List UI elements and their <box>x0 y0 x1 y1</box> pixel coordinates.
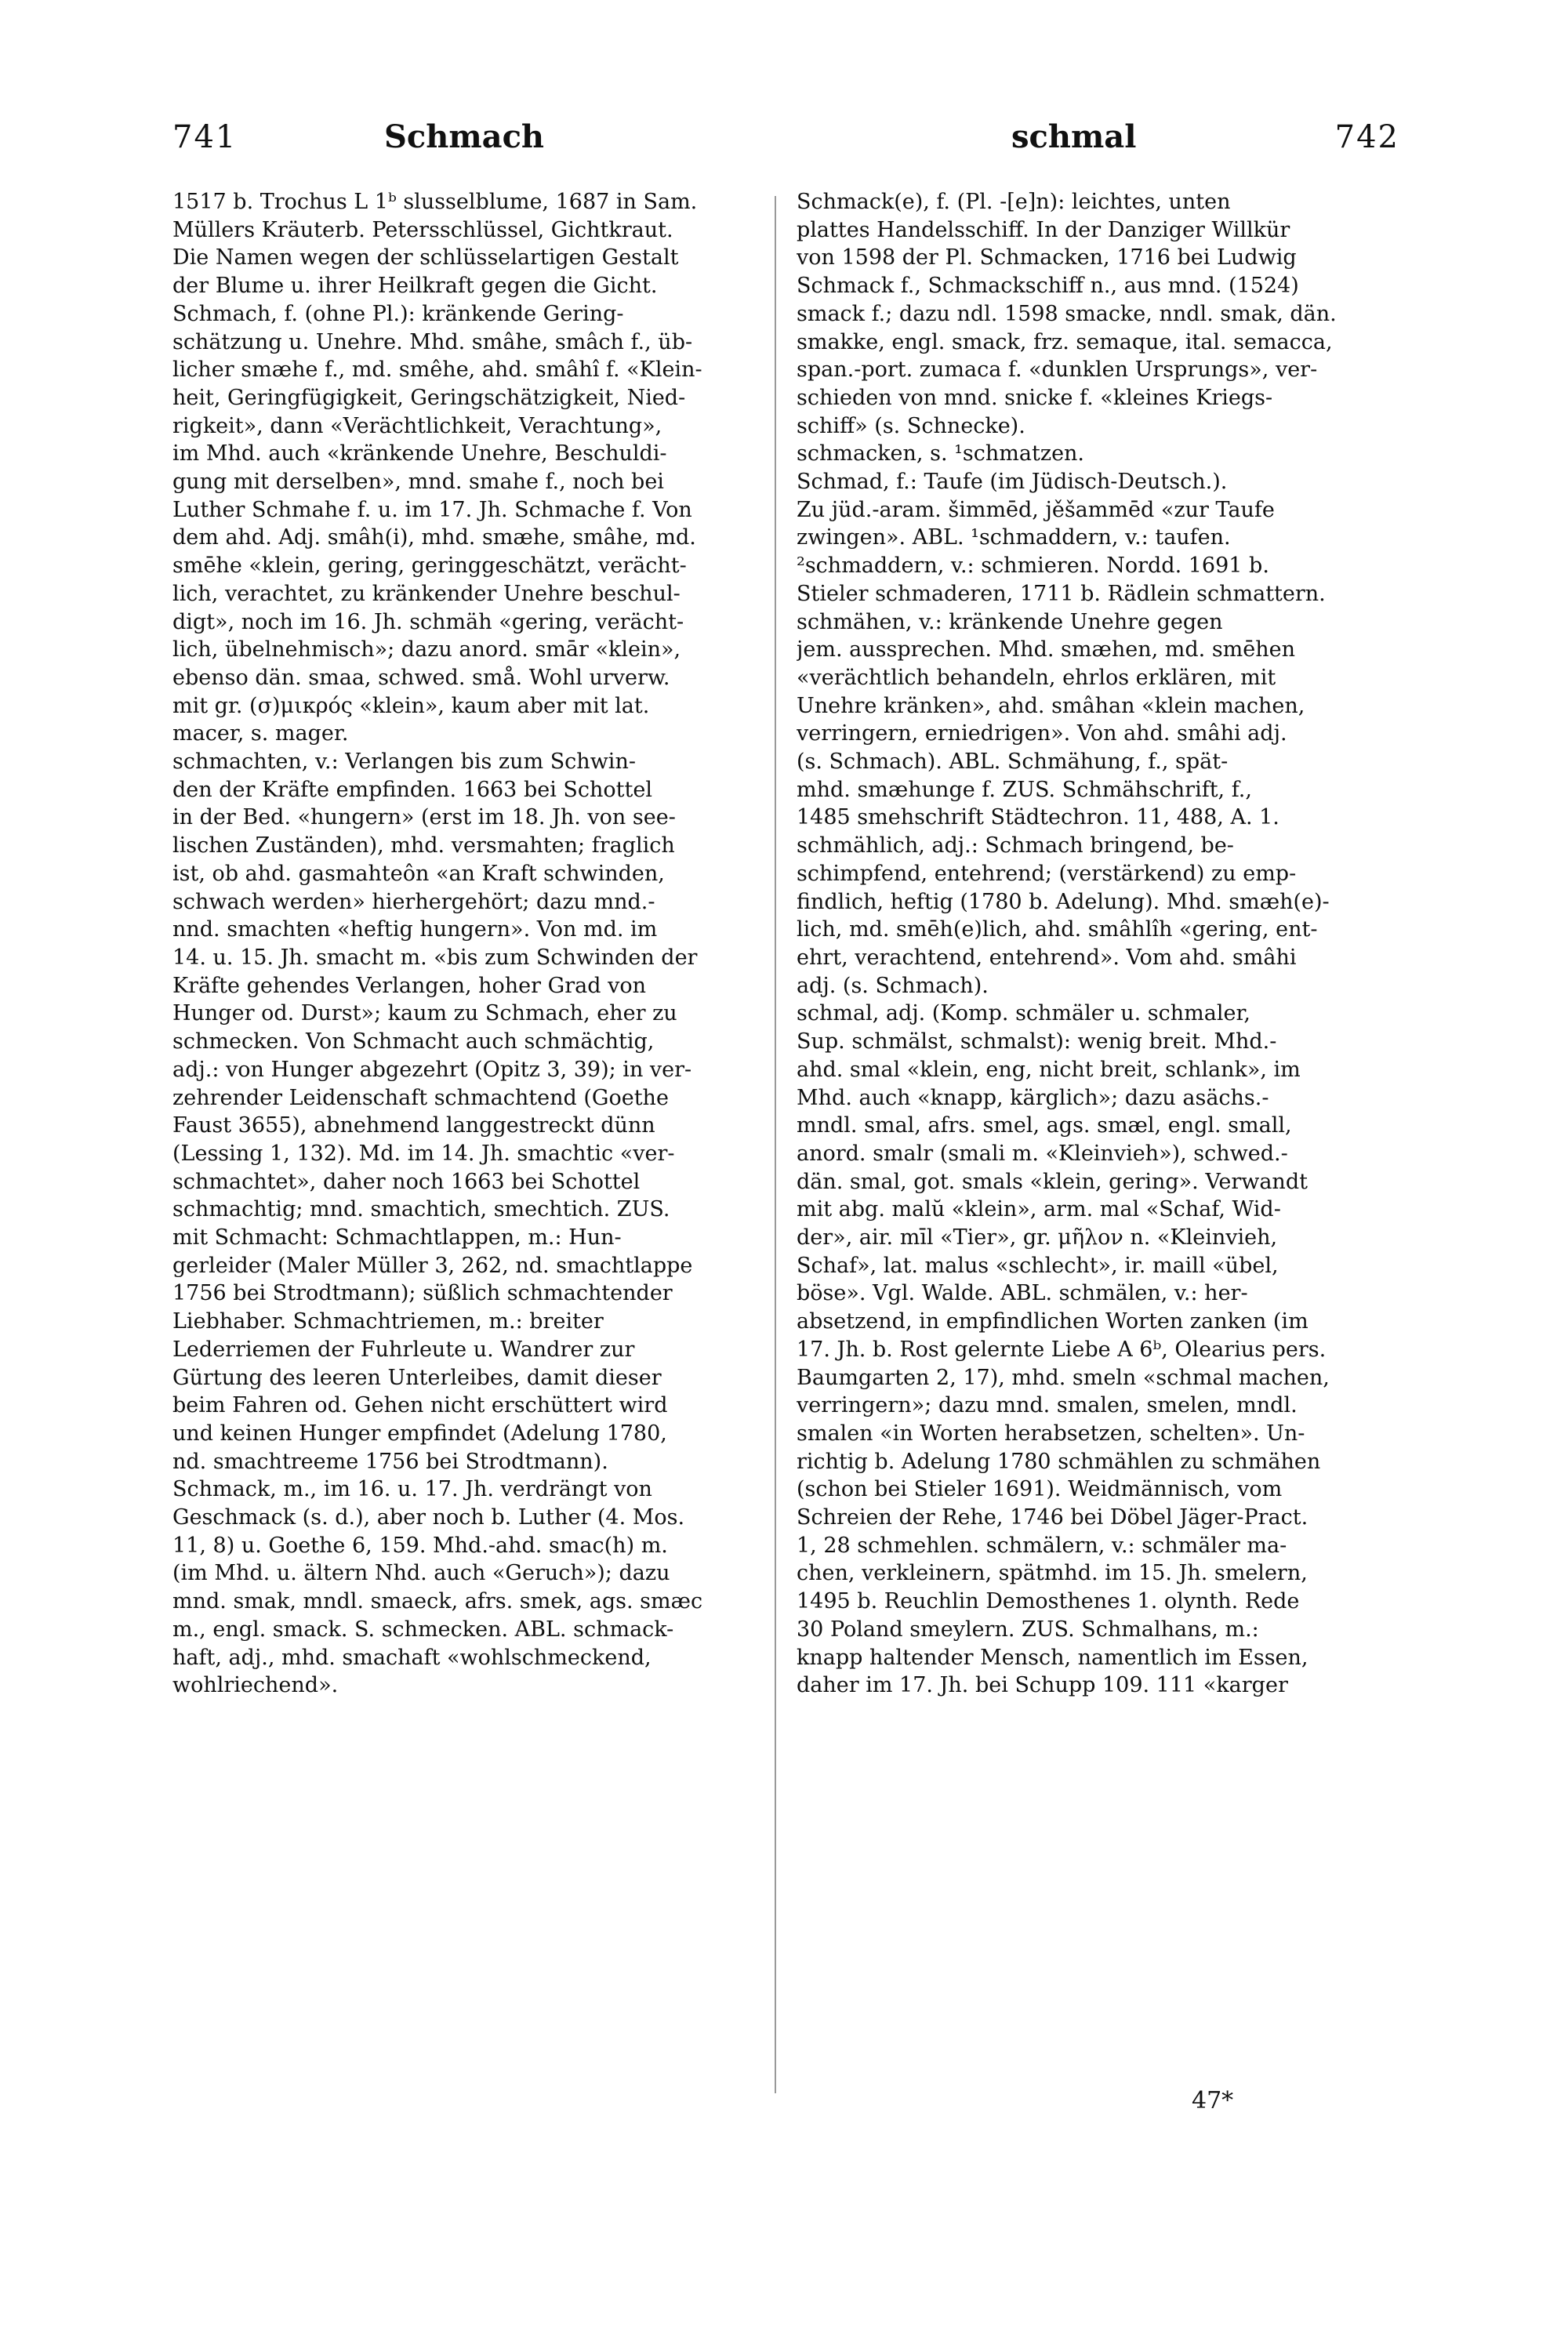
column-divider <box>775 196 776 2093</box>
text-line: ²schmaddern, v.: schmieren. Nordd. 1691 b. <box>797 554 1269 579</box>
text-line: Schmack f., Schmackschiff n., aus mnd. (1524) <box>797 274 1299 299</box>
text-line: 1517 b. Trochus L 1ᵇ slusselblume, 1687 in Sam. <box>172 190 698 214</box>
text-line: findlich, heftig (1780 b. Adelung). Mhd. smæh(e)- <box>797 889 1330 914</box>
text-line: absetzend, in empfindlichen Worten zanken (im <box>797 1309 1308 1334</box>
text-line: heit, Geringfügigkeit, Geringschätzigkeit, Nied- <box>172 385 686 410</box>
text-line: Schaf», lat. malus «schlecht», ir. maill «übel, <box>797 1253 1279 1278</box>
text-line: schieden von mnd. snicke f. «kleines Kriegs- <box>797 385 1273 410</box>
text-line: gerleider (Maler Müller 3, 262, nd. smachtlappe <box>172 1253 693 1278</box>
text-line: smalen «in Worten herabsetzen, schelten». Un- <box>797 1421 1305 1446</box>
text-line: lich, md. smēh(e)lich, ahd. smâhlîh «gering, ent- <box>797 917 1318 942</box>
text-line: digt», noch im 16. Jh. schmäh «gering, verächt- <box>172 609 684 634</box>
text-line: mit abg. malŭ «klein», arm. mal «Schaf, Wid- <box>797 1197 1281 1222</box>
text-line: zwingen». ABL. ¹schmaddern, v.: taufen. <box>797 525 1231 550</box>
text-line: Unehre kränken», ahd. smâhan «klein machen, <box>797 693 1305 718</box>
text-line: Schmach, f. (ohne Pl.): kränkende Gering- <box>172 301 624 326</box>
page-number-left: 741 <box>172 119 238 155</box>
text-line: adj. (s. Schmach). <box>797 973 989 998</box>
text-line: schimpfend, entehrend; (verstärkend) zu emp- <box>797 861 1297 886</box>
text-line: Baumgarten 2, 17), mhd. smeln «schmal machen, <box>797 1365 1330 1390</box>
text-line: schwach werden» hierhergehört; dazu mnd.- <box>172 889 655 914</box>
text-line: «verächtlich behandeln, ehrlos erklären, mit <box>797 665 1276 690</box>
text-line: ebenso dän. smaa, schwed. små. Wohl urverw. <box>172 665 670 690</box>
text-line: 1485 smehschrift Städtechron. 11, 488, A. 1. <box>797 805 1279 830</box>
text-line: schätzung u. Unehre. Mhd. smâhe, smâch f., üb- <box>172 329 693 354</box>
text-line: smack f.; dazu ndl. 1598 smacke, nndl. smak, dän. <box>797 301 1337 326</box>
text-line: (s. Schmach). ABL. Schmähung, f., spät- <box>797 750 1229 775</box>
text-line: schmachtet», daher noch 1663 bei Schottel <box>172 1169 641 1194</box>
text-line: der Blume u. ihrer Heilkraft gegen die Gicht. <box>172 274 658 299</box>
text-line: Luther Schmahe f. u. im 17. Jh. Schmache f. Von <box>172 497 692 522</box>
text-line: Stieler schmaderen, 1711 b. Rädlein schmattern. <box>797 581 1326 606</box>
text-line: Faust 3655), abnehmend langgestreckt dünn <box>172 1113 655 1138</box>
text-line: verringern»; dazu mnd. smalen, smelen, mndl. <box>797 1393 1298 1418</box>
text-line: 1495 b. Reuchlin Demosthenes 1. olynth. Rede <box>797 1589 1300 1614</box>
text-line: chen, verkleinern, spätmhd. im 15. Jh. smelern, <box>797 1561 1308 1586</box>
text-line: wohlriechend». <box>172 1673 339 1698</box>
text-line: Lederriemen der Fuhrleute u. Wandrer zur <box>172 1337 635 1362</box>
text-line: richtig b. Adelung 1780 schmählen zu schmähen <box>797 1449 1321 1474</box>
text-line: ehrt, verachtend, entehrend». Vom ahd. smâhi <box>797 945 1297 970</box>
text-line: 17. Jh. b. Rost gelernte Liebe A 6ᵇ, Olearius pers. <box>797 1337 1327 1362</box>
text-line: Die Namen wegen der schlüsselartigen Gestalt <box>172 245 679 270</box>
text-line: Mhd. auch «knapp, kärglich»; dazu asächs.- <box>797 1085 1269 1110</box>
text-line: ahd. smal «klein, eng, nicht breit, schlank», im <box>797 1057 1301 1082</box>
text-line: licher smæhe f., md. smêhe, ahd. smâhî f. «Klein- <box>172 358 702 383</box>
text-line: Kräfte gehendes Verlangen, hoher Grad von <box>172 973 646 998</box>
text-line: gung mit derselben», mnd. smahe f., noch bei <box>172 470 664 495</box>
text-line: lischen Zuständen), mhd. versmahten; fraglich <box>172 833 675 858</box>
signature-mark: 47* <box>1192 2087 1234 2114</box>
text-line: jem. aussprechen. Mhd. smæhen, md. smēhen <box>797 637 1296 662</box>
text-line: mnd. smak, mndl. smaeck, afrs. smek, ags. smæc <box>172 1589 703 1614</box>
text-line: anord. smalr (smali m. «Kleinvieh»), schwed.- <box>797 1141 1288 1166</box>
text-line: Müllers Kräuterb. Petersschlüssel, Gichtkraut. <box>172 217 673 242</box>
text-line: 30 Poland smeylern. ZUS. Schmalhans, m.: <box>797 1617 1259 1642</box>
text-line: ist, ob ahd. gasmahteôn «an Kraft schwinden, <box>172 861 665 886</box>
text-line: daher im 17. Jh. bei Schupp 109. 111 «karger <box>797 1673 1288 1698</box>
text-line: schmal, adj. (Komp. schmäler u. schmaler, <box>797 1001 1250 1026</box>
text-line: verringern, erniedrigen». Von ahd. smâhi adj. <box>797 721 1287 746</box>
text-line: Zu jüd.-aram. šimmēd, jěšammēd «zur Taufe <box>797 497 1275 522</box>
text-line: (im Mhd. u. ältern Nhd. auch «Geruch»); dazu <box>172 1561 670 1586</box>
running-headword-left: Schmach <box>384 118 545 155</box>
text-line: beim Fahren od. Gehen nicht erschüttert wird <box>172 1393 668 1418</box>
text-line: böse». Vgl. Walde. ABL. schmälen, v.: her- <box>797 1281 1248 1306</box>
text-line: 1, 28 schmehlen. schmälern, v.: schmäler ma- <box>797 1533 1287 1558</box>
text-line: schmählich, adj.: Schmach bringend, be- <box>797 833 1234 858</box>
text-line: 14. u. 15. Jh. smacht m. «bis zum Schwinden der <box>172 945 698 970</box>
text-line: von 1598 der Pl. Schmacken, 1716 bei Ludwig <box>797 245 1297 270</box>
text-line: mhd. smæhunge f. ZUS. Schmähschrift, f., <box>797 777 1252 802</box>
text-line: nnd. smachten «heftig hungern». Von md. im <box>172 917 658 942</box>
page-number-right: 742 <box>1334 119 1399 155</box>
text-line: Gürtung des leeren Unterleibes, damit dieser <box>172 1365 662 1390</box>
text-line: adj.: von Hunger abgezehrt (Opitz 3, 39); in ver- <box>172 1057 692 1082</box>
text-line: Sup. schmälst, schmalst): wenig breit. Mhd.- <box>797 1029 1277 1054</box>
text-line: m., engl. smack. S. schmecken. ABL. schmack- <box>172 1617 674 1642</box>
text-line: schiff» (s. Schnecke). <box>797 413 1025 438</box>
right-column <box>797 188 1408 1700</box>
running-headword-right: schmal <box>1011 118 1137 155</box>
text-line: schmähen, v.: kränkende Unehre gegen <box>797 609 1223 634</box>
text-line: (schon bei Stieler 1691). Weidmännisch, vom <box>797 1477 1283 1502</box>
text-line: im Mhd. auch «kränkende Unehre, Beschuldi- <box>172 441 667 466</box>
page-header <box>157 118 1411 165</box>
text-line: mit Schmacht: Schmachtlappen, m.: Hun- <box>172 1225 622 1250</box>
text-line: der», air. mīl «Tier», gr. μῆλον n. «Kleinvieh, <box>797 1225 1278 1250</box>
text-line: mndl. smal, afrs. smel, ags. smæl, engl. small, <box>797 1113 1292 1138</box>
text-line: schmacken, s. ¹schmatzen. <box>797 441 1085 466</box>
text-line: lich, übelnehmisch»; dazu anord. smār «klein», <box>172 637 681 662</box>
text-line: schmecken. Von Schmacht auch schmächtig, <box>172 1029 655 1054</box>
text-line: mit gr. (σ)μικρός «klein», kaum aber mit lat. <box>172 693 650 718</box>
text-line: span.-port. zumaca f. «dunklen Ursprungs», ver- <box>797 358 1318 383</box>
text-line: Schmack(e), f. (Pl. -[e]n): leichtes, unten <box>797 190 1231 214</box>
text-line: in der Bed. «hungern» (erst im 18. Jh. von see- <box>172 805 676 830</box>
text-line: 11, 8) u. Goethe 6, 159. Mhd.-ahd. smac(h) m. <box>172 1533 668 1558</box>
text-line: schmachtig; mnd. smachtich, smechtich. ZUS. <box>172 1197 670 1222</box>
text-line: smēhe «klein, gering, geringgeschätzt, verächt- <box>172 554 687 579</box>
text-line: schmachten, v.: Verlangen bis zum Schwin- <box>172 750 636 775</box>
text-line: zehrender Leidenschaft schmachtend (Goethe <box>172 1085 669 1110</box>
text-line: rigkeit», dann «Verächtlichkeit, Verachtung», <box>172 413 662 438</box>
text-line: Schreien der Rehe, 1746 bei Döbel Jäger-Pract. <box>797 1505 1308 1530</box>
text-line: Schmad, f.: Taufe (im Jüdisch-Deutsch.). <box>797 470 1228 495</box>
text-line: und keinen Hunger empfindet (Adelung 1780, <box>172 1421 667 1446</box>
text-line: haft, adj., mhd. smachaft «wohlschmeckend, <box>172 1645 652 1670</box>
text-line: smakke, engl. smack, frz. semaque, ital. semacca, <box>797 329 1333 354</box>
text-line: (Lessing 1, 132). Md. im 14. Jh. smachtic «ver- <box>172 1141 675 1166</box>
text-line: knapp haltender Mensch, namentlich im Essen, <box>797 1645 1308 1670</box>
text-line: Hunger od. Durst»; kaum zu Schmach, eher zu <box>172 1001 677 1026</box>
left-column <box>172 188 776 1700</box>
text-line: macer, s. mager. <box>172 721 349 746</box>
text-line: plattes Handelsschiff. In der Danziger Willkür <box>797 217 1290 242</box>
text-line: Geschmack (s. d.), aber noch b. Luther (4. Mos. <box>172 1505 685 1530</box>
text-line: dem ahd. Adj. smâh(i), mhd. smæhe, smâhe, md. <box>172 525 696 550</box>
text-line: den der Kräfte empfinden. 1663 bei Schottel <box>172 777 652 802</box>
text-line: dän. smal, got. smals «klein, gering». Verwandt <box>797 1169 1308 1194</box>
text-line: Liebhaber. Schmachtriemen, m.: breiter <box>172 1309 604 1334</box>
text-line: lich, verachtet, zu kränkender Unehre beschul- <box>172 581 681 606</box>
text-line: nd. smachtreeme 1756 bei Strodtmann). <box>172 1449 608 1474</box>
text-line: Schmack, m., im 16. u. 17. Jh. verdrängt von <box>172 1477 652 1502</box>
text-line: 1756 bei Strodtmann); süßlich schmachtender <box>172 1281 673 1306</box>
